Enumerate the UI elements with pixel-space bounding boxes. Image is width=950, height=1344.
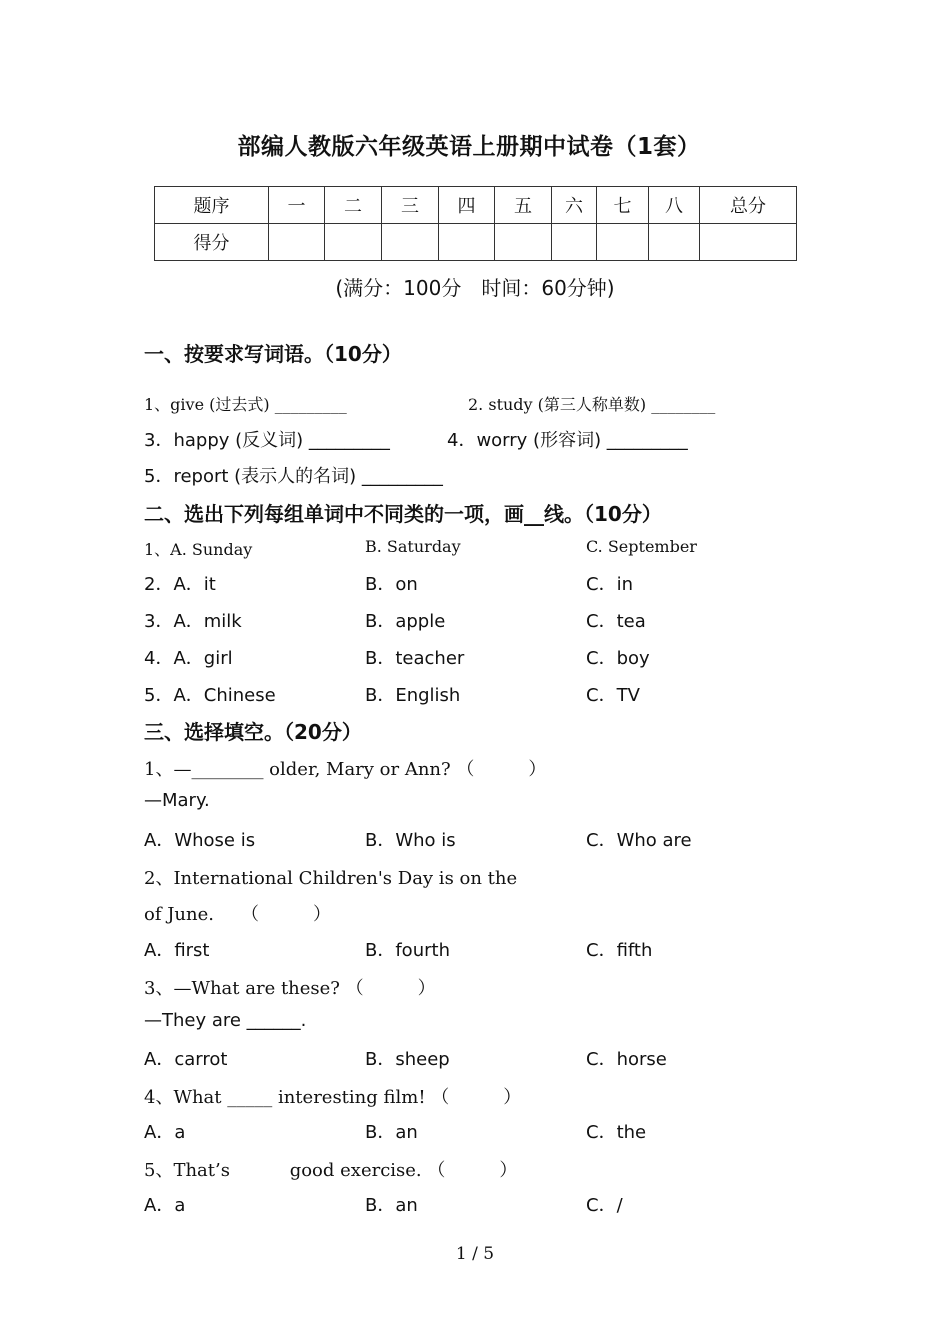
score-cell[interactable] [649,224,700,261]
question-line: of June. （ ） [144,904,331,925]
option-a: 4．A．girl [144,648,233,669]
question-line: 4．worry (形容词) _________ [447,430,688,451]
score-table-header-row [155,187,797,224]
table-cell: 三 [382,187,439,224]
option-b: B．apple [365,611,446,632]
answer-line: —They are ______. [144,1010,307,1031]
table-cell: 题序 [155,187,269,224]
question-line: 5．report (表示人的名词) _________ [144,466,443,487]
option-a: A．first [144,940,210,961]
option-a: A．carrot [144,1049,228,1070]
option-b: B．teacher [365,648,465,669]
question-line: 3．happy (反义词) _________ [144,430,390,451]
option-c: C．tea [586,611,646,632]
option-a: 1、A. Sunday [144,540,253,559]
question-line: 3、—What are these? （ ） [144,978,436,999]
exam-meta: (满分：100分 时间：60分钟) [335,276,615,300]
score-cell[interactable] [269,224,325,261]
table-cell: 二 [325,187,382,224]
question-line: 1、give (过去式) _________ [144,395,347,414]
option-a: A．a [144,1195,186,1216]
page-number: 1 / 5 [455,1244,495,1264]
option-b: B．Who is [365,830,456,851]
score-cell[interactable] [325,224,382,261]
option-c: C．the [586,1122,647,1143]
section-heading: 三、选择填空。（20分） [144,720,362,744]
option-b: B．sheep [365,1049,450,1070]
score-cell[interactable] [597,224,649,261]
score-cell[interactable] [700,224,797,261]
option-a: 5．A．Chinese [144,685,276,706]
section-heading: 二、选出下列每组单词中不同类的一项，画__线。（10分） [144,502,662,526]
score-cell[interactable] [382,224,439,261]
question-line: 2、International Children's Day is on the [144,868,518,889]
page-title: 部编人教版六年级英语上册期中试卷（1套） [237,134,701,160]
table-cell: 一 [269,187,325,224]
option-b: B．on [365,574,418,595]
option-c: C. September [586,537,697,556]
option-c: C．/ [586,1195,623,1216]
table-cell: 八 [649,187,700,224]
option-c: C．boy [586,648,650,669]
score-cell[interactable] [552,224,597,261]
table-cell: 总分 [700,187,797,224]
option-b: B．fourth [365,940,450,961]
option-a: 3．A．milk [144,611,242,632]
option-c: C．fifth [586,940,653,961]
option-c: C．Who are [586,830,692,851]
option-b: B. Saturday [365,537,461,556]
score-cell[interactable] [439,224,495,261]
question-line: 4、What _____ interesting film! （ ） [144,1087,522,1108]
option-a: 2．A．it [144,574,216,595]
question-line: 2. study (第三人称单数) ________ [468,395,716,414]
question-line: 1、—________ older, Mary or Ann? （ ） [144,759,547,780]
option-c: C．horse [586,1049,667,1070]
option-b: B．English [365,685,461,706]
table-cell: 六 [552,187,597,224]
answer-line: —Mary. [144,790,210,811]
option-a: A．Whose is [144,830,256,851]
table-cell: 得分 [155,224,269,261]
option-a: A．a [144,1122,186,1143]
table-cell: 七 [597,187,649,224]
option-b: B．an [365,1122,418,1143]
option-c: C．TV [586,685,640,706]
score-table [154,186,797,261]
option-c: C．in [586,574,633,595]
table-cell: 五 [495,187,552,224]
score-cell[interactable] [495,224,552,261]
score-table-score-row [155,224,797,261]
option-b: B．an [365,1195,418,1216]
section-heading: 一、按要求写词语。（10分） [144,342,402,366]
table-cell: 四 [439,187,495,224]
question-line: 5、That’s good exercise. （ ） [144,1160,518,1181]
